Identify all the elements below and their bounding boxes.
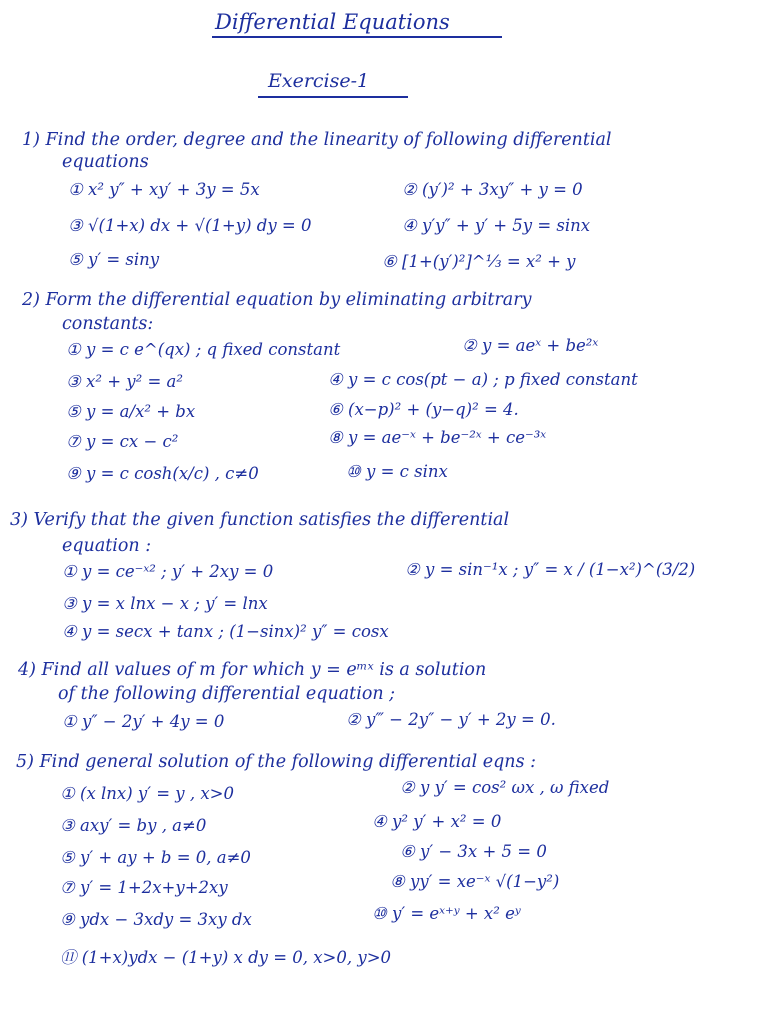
title-underline (212, 36, 502, 38)
q1-item-1: ① x² y″ + xy′ + 3y = 5x (68, 180, 260, 199)
page-title: Differential Equations (215, 10, 450, 34)
q5-item-9: ⑨ ydx − 3xdy = 3xy dx (60, 910, 252, 929)
q4-item-2: ② y‴ − 2y″ − y′ + 2y = 0. (346, 710, 556, 729)
q2-item-7: ⑦ y = cx − c² (66, 432, 179, 451)
question-3-text: 3) Verify that the given function satisfies the differential (10, 510, 510, 530)
q5-item-5: ⑤ y′ + ay + b = 0, a≠0 (60, 848, 251, 867)
q5-item-11: ⑪ (1+x)ydx − (1+y) x dy = 0, x>0, y>0 (60, 948, 392, 967)
q2-item-1: ① y = c e^(qx) ; q fixed constant (66, 340, 341, 359)
q2-item-2: ② y = aeˣ + be²ˣ (462, 336, 599, 355)
q2-item-10: ⑩ y = c sinx (346, 462, 448, 481)
question-4-text: 4) Find all values of m for which y = eᵐˣ is a solution (18, 660, 487, 680)
q5-item-6: ⑥ y′ − 3x + 5 = 0 (400, 842, 547, 861)
q3-item-4: ④ y = secx + tanx ; (1−sinx)² y″ = cosx (62, 622, 389, 641)
q1-item-4: ④ y′y″ + y′ + 5y = sinx (402, 216, 591, 235)
q5-item-3: ③ axy′ = by , a≠0 (60, 816, 207, 835)
question-1-text-cont: equations (62, 152, 149, 172)
q4-item-1: ① y″ − 2y′ + 4y = 0 (62, 712, 225, 731)
q5-item-7: ⑦ y′ = 1+2x+y+2xy (60, 878, 228, 897)
q2-item-3: ③ x² + y² = a² (66, 372, 183, 391)
question-4-text-cont: of the following differential equation ; (58, 684, 396, 704)
question-2-text-cont: constants: (62, 314, 154, 334)
q2-item-4: ④ y = c cos(pt − a) ; p fixed constant (328, 370, 638, 389)
question-3-text-cont: equation : (62, 536, 152, 556)
q2-item-9: ⑨ y = c cosh(x/c) , c≠0 (66, 464, 259, 483)
q2-item-6: ⑥ (x−p)² + (y−q)² = 4. (328, 400, 519, 419)
q1-item-6: ⑥ [1+(y′)²]^⅓ = x² + y (382, 252, 576, 271)
question-1-text: 1) Find the order, degree and the linearity of following differential (22, 130, 612, 150)
q2-item-8: ⑧ y = ae⁻ˣ + be⁻²ˣ + ce⁻³ˣ (328, 428, 547, 447)
q5-item-4: ④ y² y′ + x² = 0 (372, 812, 502, 831)
q5-item-1: ① (x lnx) y′ = y , x>0 (60, 784, 234, 803)
q2-item-5: ⑤ y = a/x² + bx (66, 402, 196, 421)
q1-item-3: ③ √(1+x) dx + √(1+y) dy = 0 (68, 216, 312, 235)
q5-item-2: ② y y′ = cos² ωx , ω fixed (400, 778, 610, 797)
question-5-text: 5) Find general solution of the following differential eqns : (16, 752, 537, 772)
exercise-underline (258, 96, 408, 98)
q3-item-2: ② y = sin⁻¹x ; y″ = x / (1−x²)^(3/2) (405, 560, 696, 579)
exercise-heading: Exercise-1 (268, 70, 370, 92)
q5-item-8: ⑧ yy′ = xe⁻ˣ √(1−y²) (390, 872, 560, 891)
q3-item-1: ① y = ce⁻ˣ² ; y′ + 2xy = 0 (62, 562, 274, 581)
question-2-text: 2) Form the differential equation by eliminating arbitrary (22, 290, 532, 310)
q5-item-10: ⑩ y′ = eˣ⁺ʸ + x² eʸ (372, 904, 521, 923)
q1-item-5: ⑤ y′ = siny (68, 250, 160, 269)
q1-item-2: ② (y′)² + 3xy″ + y = 0 (402, 180, 583, 199)
q3-item-3: ③ y = x lnx − x ; y′ = lnx (62, 594, 268, 613)
